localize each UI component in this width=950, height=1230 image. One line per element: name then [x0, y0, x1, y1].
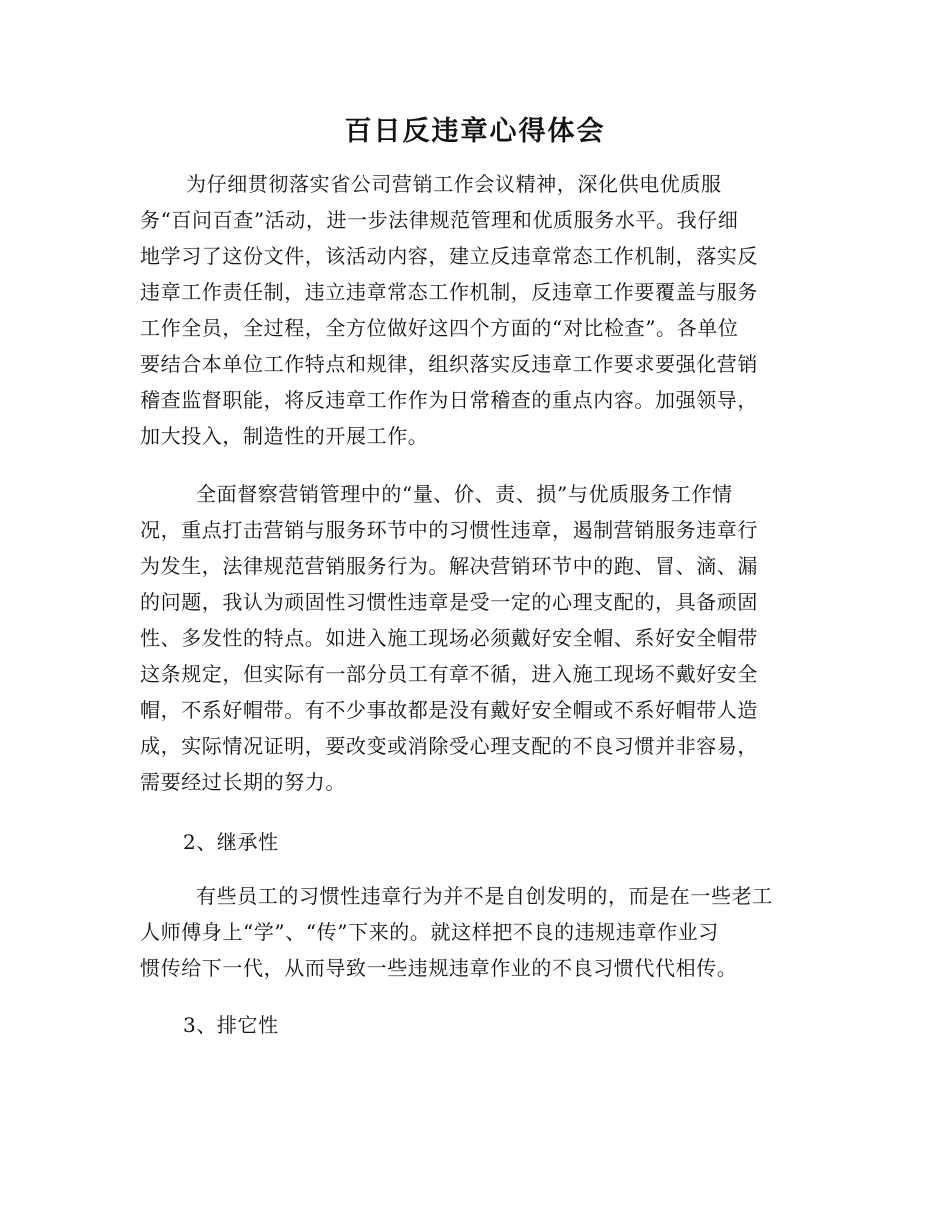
paragraph-line: 全面督察营销管理中的“量、价、责、损”与优质服务工作情	[196, 482, 733, 506]
paragraph-line: 务“百问百查”活动，进一步法律规范管理和优质服务水平。我仔细	[140, 208, 739, 232]
paragraph-line: 需要经过长期的努力。	[140, 770, 346, 794]
paragraph-line: 况，重点打击营销与服务环节中的习惯性违章，遏制营销服务违章行	[140, 518, 758, 542]
paragraph-line: 帽，不系好帽带。有不少事故都是没有戴好安全帽或不系好帽带人造	[140, 698, 758, 722]
paragraph-line: 性、多发性的特点。如进入施工现场必须戴好安全帽、系好安全帽带	[140, 626, 758, 650]
paragraph-line: 违章工作责任制，违立违章常态工作机制，反违章工作要覆盖与服务	[140, 280, 758, 304]
paragraph-line: 地学习了这份文件，该活动内容，建立反违章常态工作机制，落实反	[140, 244, 758, 268]
paragraph-line: 为仔细贯彻落实省公司营销工作会议精神，深化供电优质服	[186, 172, 722, 196]
paragraph-line: 惯传给下一代，从而导致一些违规违章作业的不良习惯代代相传。	[140, 956, 738, 980]
paragraph-line: 成，实际情况证明，要改变或消除受心理支配的不良习惯并非容易，	[140, 734, 758, 758]
section-heading: 2、继承性	[183, 830, 279, 854]
document-title: 百日反违章心得体会	[344, 116, 606, 147]
paragraph-line: 要结合本单位工作特点和规律，组织落实反违章工作要求要强化营销	[140, 352, 758, 376]
paragraph-line: 的问题，我认为顽固性习惯性违章是受一定的心理支配的，具备顽固	[140, 590, 758, 614]
section-heading: 3、排它性	[183, 1013, 279, 1037]
paragraph-line: 有些员工的习惯性违章行为并不是自创发明的，而是在一些老工	[196, 884, 773, 908]
paragraph-line: 为发生，法律规范营销服务行为。解决营销环节中的跑、冒、滴、漏	[140, 554, 758, 578]
paragraph-line: 加大投入，制造性的开展工作。	[140, 424, 429, 448]
paragraph-line: 人师傅身上“学”、“传”下来的。就这样把不良的违规违章作业习	[140, 920, 719, 944]
paragraph-line: 稽查监督职能，将反违章工作作为日常稽查的重点内容。加强领导，	[140, 388, 758, 412]
paragraph-line: 工作全员，全过程，全方位做好这四个方面的“对比检查”。各单位	[140, 316, 739, 340]
paragraph-line: 这条规定，但实际有一部分员工有章不循，进入施工现场不戴好安全	[140, 662, 758, 686]
